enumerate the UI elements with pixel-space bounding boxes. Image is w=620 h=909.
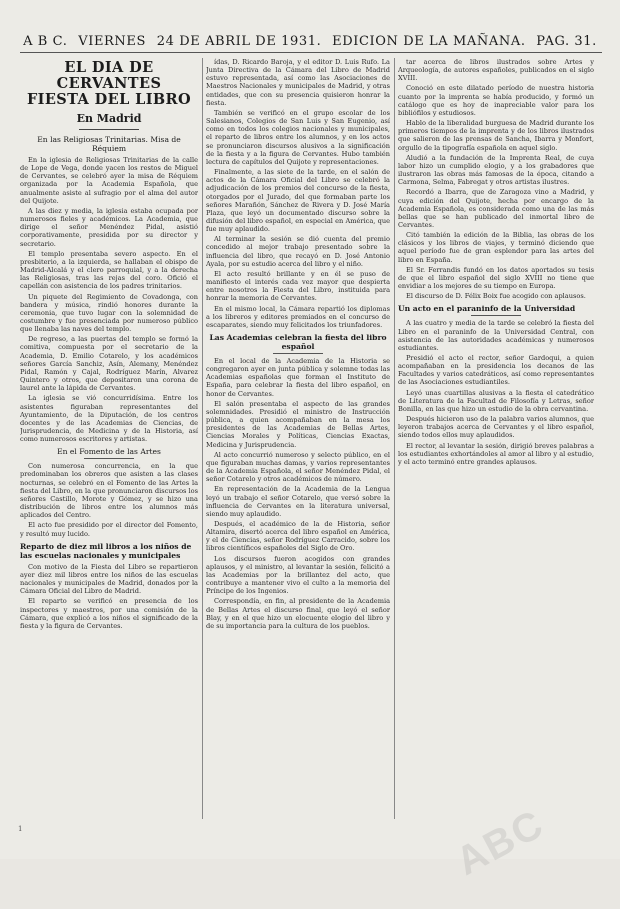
article-paragraph: El templo presentaba severo aspecto. En el presbiterio, a la izquierda, se hallaban el obispo de Madrid-Alcalá y el clero parroquial, y a la derecha las Religiosas, tras las rejas del coro. Ofició el capellán con asistencia de los padres trinitarios. bbox=[20, 249, 198, 291]
header-day: VIERNES bbox=[78, 34, 147, 49]
article-paragraph: Conoció en este dilatado período de nuestra historia cuanto por la imprenta se había producido, y formó un catálogo que es hoy de inapreciable valor para los bibliófilos y estudiosos. bbox=[398, 84, 594, 117]
header-page: PAG. 31. bbox=[536, 34, 597, 49]
article-paragraph: El Sr. Ferrandis fundó en los datos aportados su tesis de que el libro español del siglo XVIII no tiene que envidiar a los mejores de su tiempo en Europa. bbox=[398, 265, 594, 291]
section-rule bbox=[84, 458, 134, 459]
article-paragraph: El acto resultó brillante y en él se puso de manifiesto el interés cada vez mayor que despierta entre nosotros la Fiesta del Libro, instituida para honrar la memoria de Cervantes. bbox=[206, 269, 390, 303]
abc-watermark: ABC bbox=[449, 801, 552, 884]
header-paper: A B C. bbox=[23, 34, 68, 49]
article-paragraph: El salón presentaba el aspecto de las grandes solemnidades. Presidió el ministro de Instrucción pública, a quien acompañaban en la mesa los presidentes de las Academias de Bellas Artes, Ciencias Morales y Políticas, Ciencias Exactas, Medicina y Jurisprudencia. bbox=[206, 399, 390, 449]
article-paragraph: Citó también la edición de la Biblia, las obras de los clásicos y los libros de viajes, y terminó diciendo que aquel período fue de gran esplendor para las artes del libro en España. bbox=[398, 231, 594, 264]
column-divider-1 bbox=[202, 58, 203, 819]
article-paragraph: El discurso de D. Félix Boix fue acogido con aplausos. bbox=[406, 292, 586, 301]
article-paragraph: Recordó a Ibarra, que de Zaragoza vino a Madrid, y cuya edición del Quijote, hecha por encargo de la Academia Española, es considerada como una de las más bellas que se han publicado del inmortal libro de Cervantes. bbox=[398, 188, 594, 229]
article-paragraph: En el local de la Academia de la Historia se congregaron ayer en junta pública y solemne todas las Academias españolas que forman el Instituto de España, para celebrar la fiesta del libro español, en honor de Cervantes. bbox=[206, 357, 390, 398]
section-heading bbox=[206, 333, 390, 354]
header-rule bbox=[20, 52, 602, 53]
article-paragraph: En el mismo local, la Cámara repartió los diplomas a los libreros y editores premiados en el concurso de escaparates, siendo muy felicitados los triunfadores. bbox=[206, 304, 390, 329]
article-paragraph: El reparto se verificó en presencia de los inspectores y maestros, por una comisión de la Cámara, que explicó a los niños el significado de la fiesta y la figura de Cervantes. bbox=[20, 597, 198, 630]
article-paragraph: A las diez y media, la iglesia estaba ocupada por numerosos fieles y académicos. La Academia, que dirige el señor Menéndez Pidal, asistió corporativamente, presidida por su director y secretario. bbox=[20, 206, 198, 248]
section-heading bbox=[398, 304, 594, 316]
main-headline bbox=[20, 60, 198, 108]
article-paragraph: De regreso, a las puertas del templo se formó la comitiva, compuesta por el secretario de la Academia, D. Emilio Cotarelo, y los académicos señores García Sanchiz, Asín, Alemany, Menéndez Pidal, Ramón y Cajal, Rodríguez Marín, Alvarez Quintero y otros, que depositaron una corona de laurel ante la lápida de Cervantes. bbox=[20, 335, 198, 393]
section-rule bbox=[273, 353, 323, 354]
column-3 bbox=[398, 58, 594, 819]
article-paragraph: Correspondía, en fin, al presidente de la Academia de Bellas Artes el discurso final, que leyó el señor Blay, y en el que hizo un elocuente elogio del libro y de su importancia para la cultura de los pueblos. bbox=[206, 597, 390, 630]
article-paragraph: Aludió a la fundación de la Imprenta Real, de cuya labor hizo un cumplido elogio, y a los grabadores que ilustraron las obras más famosas de la época, citando a Carmona, Selma, Fabregat y otros artistas ilustres. bbox=[398, 153, 594, 187]
article-paragraph: La iglesia se vió concurridísima. Entre los asistentes figuraban representantes del Ayuntamiento, de la Diputación, de los centros docentes y de las Academias de Ciencias, de Jurisprudencia, de Medicina y de la Historia, así como numerosos escritores y artistas. bbox=[20, 394, 198, 444]
header-edition: EDICION DE LA MAÑANA. bbox=[332, 34, 526, 49]
section-heading: En las Religiosas Trinitarias. Misa de Réquiem bbox=[37, 135, 181, 153]
article-paragraph: Presidió el acto el rector, señor Gardoqui, a quien acompañaban en la presidencia los decanos de las Facultades y varios catedráticos, así como representantes de las Asociaciones estudiantiles. bbox=[398, 354, 594, 387]
article-paragraph: Al acto concurrió numeroso y selecto público, en el que figuraban muchas damas, y varios representantes de la Academia Española, el señor Menéndez Pidal, el señor Cotarelo y otros académicos de número. bbox=[206, 450, 390, 484]
article-paragraph: Un piquete del Regimiento de Covadonga, con bandera y música, rindió honores durante la ceremonia, que tuvo lugar con la solemnidad de costumbre y fue presenciada por numeroso público que llenaba las naves del templo. bbox=[20, 292, 198, 334]
article-paragraph: También se verificó en el grupo escolar de los Salesianos, Colegios de San Luis y San Eugenio, así como en todos los colegios nacionales y municipales, el reparto de libros entre los alumnos, y en los actos se pronunciaron discursos alusivos a la significación de la fiesta y a la figura de Cervantes. Hubo también lectura de capítulos del Quijote y representaciones. bbox=[206, 108, 390, 166]
article-paragraph: Los discursos fueron acogidos con grandes aplausos, y el ministro, al levantar la sesión, felicitó a las Academias por la brillantez del acto, que contribuye a mantener vivo el culto a la memoria del Príncipe de los Ingenios. bbox=[206, 554, 390, 596]
article-paragraph: Al terminar la sesión se dió cuenta del premio concedido al mejor trabajo presentado sobre la influencia del libro, que recayó en D. José Antonio Ayala, por su estudio acerca del libro y el niño. bbox=[206, 235, 390, 268]
column-1 bbox=[20, 58, 198, 819]
section-heading: Reparto de diez mil libros a los niños de las escuelas nacionales y municipales bbox=[20, 541, 192, 560]
section-heading bbox=[20, 447, 198, 459]
column-divider-2 bbox=[394, 58, 395, 819]
headline-line-2: FIESTA DEL LIBRO bbox=[26, 91, 192, 108]
header-date: 24 DE ABRIL DE 1931. bbox=[156, 34, 322, 49]
subheadline-rule bbox=[79, 129, 139, 130]
article-paragraph: Finalmente, a las siete de la tarde, en el salón de actos de la Cámara Oficial del Libro se celebró la adjudicación de los premios del concurso de la fiesta, otorgados por el Jurado, del que formaban parte los señores Marañón, Sánchez de Rivera y D. José María Plaza, que leyó un documentado discurso sobre la difusión del libro español, en especial en América, que fue muy aplaudido. bbox=[206, 168, 390, 234]
subheadline: En Madrid bbox=[76, 112, 142, 125]
article-paragraph: El acto fue presidido por el director del Fomento, y resultó muy lucido. bbox=[20, 521, 198, 538]
article-paragraph: En la iglesia de Religiosas Trinitarias de la calle de Lope de Vega, donde yacen los restos de Miguel de Cervantes, se celebró ayer la misa de Réquiem organizada por la Academia Española, que anualmente asiste al sufragio por el alma del autor del Quijote. bbox=[20, 156, 198, 205]
article-paragraph: ídas, D. Ricardo Baroja, y el editor D. Luis Rufo. La Junta Directiva de la Cámara del Libro de Madrid estuvo representada, así como las Asociaciones de Maestros Nacionales y municipales de Madrid, y otras entidades, que con su presencia quisieron honrar la fiesta. bbox=[206, 58, 390, 107]
section-heading-text: Las Academias celebran la fiesta del libro español bbox=[209, 333, 387, 351]
article-paragraph: Con numerosa concurrencia, en la que predominaban los obreros que asisten a las clases nocturnas, se celebró en el Fomento de las Artes la fiesta del Libro, en la que pronunciaron discursos los señores Castillo, Morote y Gómez, y se hizo una distribución de libros entre los alumnos más aplicados del Centro. bbox=[20, 462, 198, 520]
article-paragraph: Con motivo de la Fiesta del Libro se repartieron ayer diez mil libros entre los niños de las escuelas nacionales y municipales de Madrid, donados por la Cámara Oficial del Libro de Madrid. bbox=[20, 562, 198, 596]
article-paragraph: Leyó unas cuartillas alusivas a la fiesta el catedrático de Literatura de la Facultad de Filosofía y Letras, señor Bonilla, en las que hizo un estudio de la obra cervantina. bbox=[398, 388, 594, 413]
column-2 bbox=[206, 58, 390, 819]
article-paragraph: Hablo de la liberalidad burguesa de Madrid durante los primeros tiempos de la imprenta y de los libros ilustrados que salieron de las prensas de Sancha, Ibarra y Monfort, orgullo de la tipografía española en aquel siglo. bbox=[398, 119, 594, 152]
article-paragraph: Después hicieron uso de la palabra varios alumnos, que leyeron trabajos acerca de Cervantes y el libro español, siendo todos ellos muy aplaudidos. bbox=[398, 415, 594, 440]
article-paragraph: A las cuatro y media de la tarde se celebró la fiesta del Libro en el paraninfo de la Universidad Central, con asistencia de las autoridades académicas y numerosos estudiantes. bbox=[398, 319, 594, 352]
headline-line-1: EL DIA DE CERVANTES bbox=[56, 59, 162, 92]
section-heading-text: En el Fomento de las Artes bbox=[57, 447, 161, 457]
article-paragraph: Después, el académico de la de Historia, señor Altamira, disertó acerca del libro español en América, y el de Ciencias, señor Rodríguez Carracido, sobre los libros científicos españoles del Siglo de Oro. bbox=[206, 519, 390, 553]
section-heading-text: Un acto en el paraninfo de la Universidad bbox=[398, 304, 576, 314]
article-paragraph: El rector, al levantar la sesión, dirigió breves palabras a los estudiantes exhortándoles al amor al libro y al estudio, y el acto terminó entre grandes aplausos. bbox=[398, 441, 594, 466]
page-header bbox=[0, 0, 620, 54]
article-paragraph: En representación de la Academia de la Lengua leyó un trabajo el señor Cotarelo, que versó sobre la influencia de Cervantes en la literatura universal, siendo muy aplaudido. bbox=[206, 485, 390, 518]
page-footmark: 1 bbox=[18, 825, 23, 833]
section-rule bbox=[471, 315, 521, 316]
article-paragraph: tar acerca de libros ilustrados sobre Artes y Arqueología, de autores españoles, publicados en el siglo XVIII. bbox=[398, 58, 594, 83]
